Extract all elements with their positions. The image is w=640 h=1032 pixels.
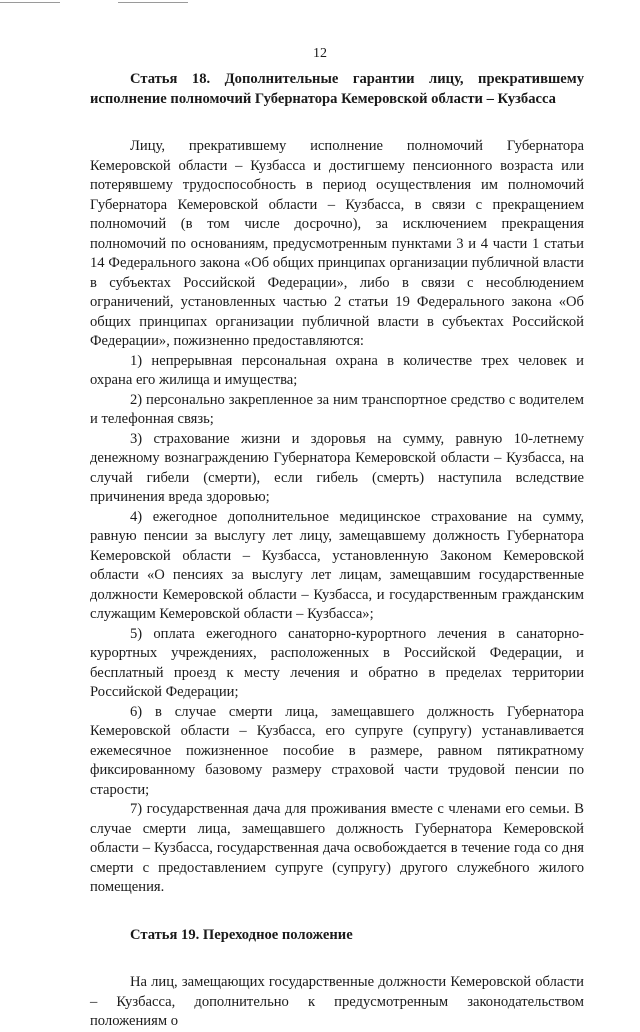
list-item: 1) непрерывная персональная охрана в количестве трех человек и охрана его жилища и имущества;	[90, 352, 584, 388]
list-item: 2) персонально закрепленное за ним транспортное средство с водителем и телефонная связь;	[90, 391, 584, 427]
list-item: 7) государственная дача для проживания вместе с членами его семьи. В случае смерти лица, замещавшего должность Губернатора Кемеровской области – Кузбасса, государственная дача освобождается в течение года со дня смерти с предоставлением супруге (супругу) другого служебного жилого помещения.	[90, 801, 584, 895]
document-body	[90, 70, 584, 1032]
list-item: 4) ежегодное дополнительное медицинское страхование на сумму, равную пенсии за выслугу лет лицу, замещавшему должность Губернатора Кемеровской области – Кузбасса, установленную Законом Кемеровской области «О пенсиях за выслугу лет лицам, замещавшим государственные должности Кемеровской области – Кузбасса, и государственным гражданским служащим Кемеровской области – Кузбасса»;	[90, 508, 584, 622]
list-item: 6) в случае смерти лица, замещавшего должность Губернатора Кемеровской области – Кузбасса, его супруге (супругу) устанавливается ежемесячное пожизненное пособие в размере, равном пятикратному фиксированному базовому размеру страховой части трудовой пенсии по старости;	[90, 703, 584, 798]
page-number: 12	[313, 46, 327, 61]
article-19-body: На лиц, замещающих государственные должности Кемеровской области – Кузбасса, дополнительно к предусмотренным законодательством положениям о	[90, 974, 584, 1029]
article-18-intro: Лицу, прекратившему исполнение полномочий Губернатора Кемеровской области – Кузбасса и достигшему пенсионного возраста или потерявшему трудоспособность в период осуществления им полномочий Губернатора Кемеровской области – Кузбасса, в связи с прекращением полномочий (в том числе досрочно), за исключением прекращения полномочий по основаниям, предусмотренным пунктами 3 и 4 части 1 статьи 14 Федерального закона «Об общих принципах организации публичной власти в субъектах Российской Федерации», либо в связи с несоблюдением ограничений, установленных частью 2 статьи 19 Федерального закона «Об общих принципах организации публичной власти в субъектах Российской Федерации», пожизненно предоставляются:	[90, 138, 584, 349]
article-19-heading: Статья 19. Переходное положение	[130, 926, 353, 943]
scan-edge-mark	[118, 2, 188, 3]
list-item: 5) оплата ежегодного санаторно-курортного лечения в санаторно-курортных учреждениях, расположенных в Российской Федерации, и бесплатный проезд к месту лечения и обратно в пределах территории Российской Федерации;	[90, 625, 584, 700]
scan-edge-mark	[0, 2, 60, 3]
list-item: 3) страхование жизни и здоровья на сумму, равную 10-летнему денежному вознаграждению Губернатора Кемеровской области – Кузбасса, на случай гибели (смерти), если гибель (смерть) наступила вследствие причинения вреда здоровью;	[90, 430, 584, 505]
article-18-heading: Статья 18. Дополнительные гарантии лицу, прекратившему исполнение полномочий Губернатора Кемеровской области – Кузбасса	[90, 71, 584, 107]
